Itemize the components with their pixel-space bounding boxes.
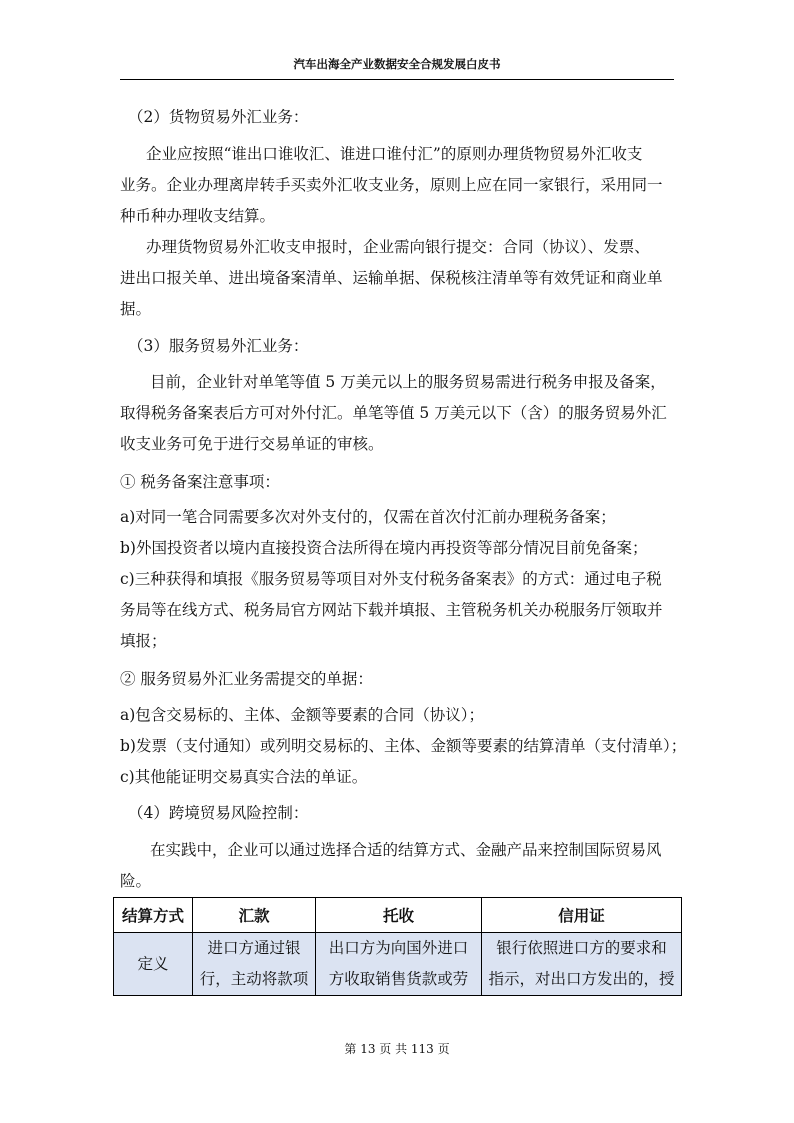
- paragraph-line: 取得税务备案表后方可对外付汇。单笔等值 5 万美元以下（含）的服务贸易外汇: [120, 404, 667, 422]
- list-item: a)包含交易标的、主体、金额等要素的合同（协议）；: [120, 706, 485, 724]
- paragraph-line: 办理货物贸易外汇收支申报时，企业需向银行提交：合同（协议）、发票、: [146, 238, 650, 256]
- header-divider: [120, 79, 674, 80]
- paragraph-line: 进出口报关单、进出境备案清单、运输单据、保税核注清单等有效凭证和商业单: [120, 269, 663, 287]
- list-heading: ① 税务备案注意事项：: [120, 473, 280, 491]
- page-number: 第 13 页 共 113 页: [344, 1042, 450, 1056]
- table-cell: [193, 933, 316, 996]
- table-header-cell: 汇款: [193, 898, 316, 933]
- paragraph-line: 收支业务可免于进行交易单证的审核。: [120, 435, 384, 453]
- list-item: 填报；: [120, 632, 167, 650]
- table-cell: [482, 933, 682, 996]
- table-header-row: [114, 898, 682, 933]
- list-item: b)外国投资者以境内直接投资合法所得在境内再投资等部分情况目前免备案；: [120, 539, 648, 557]
- table-row-label: 定义: [114, 933, 193, 996]
- list-item: b)发票（支付通知）或列明交易标的、主体、金额等要素的结算清单（支付清单）；: [120, 737, 687, 755]
- subheading-services-trade: （3）服务贸易外汇业务：: [128, 337, 309, 355]
- subheading-goods-trade: （2）货物贸易外汇业务：: [128, 108, 309, 126]
- cell-line: 进口方通过银: [207, 939, 301, 957]
- cell-line: 指示，对出口方发出的，授: [488, 970, 675, 988]
- cell-line: 行，主动将款项: [199, 970, 309, 988]
- table-cell: [316, 933, 482, 996]
- table-row: [114, 933, 682, 996]
- paragraph-line: 业务。企业办理离岸转手买卖外汇收支业务，原则上应在同一家银行，采用同一: [120, 176, 663, 194]
- list-item: a)对同一笔合同需要多次对外支付的，仅需在首次付汇前办理税务备案；: [120, 508, 616, 526]
- list-item: c)其他能证明交易真实合法的单证。: [120, 768, 368, 786]
- table-header-cell: 信用证: [482, 898, 682, 933]
- table-header-cell: 结算方式: [114, 898, 193, 933]
- paragraph-line: 目前，企业针对单笔等值 5 万美元以上的服务贸易需进行税务申报及备案，: [150, 373, 666, 391]
- settlement-methods-table: [113, 897, 682, 996]
- cell-line: 方收取销售货款或劳: [328, 970, 469, 988]
- list-item: 务局等在线方式、税务局官方网站下载并填报、主管税务机关办税服务厅领取并: [120, 601, 663, 619]
- paragraph-line: 险。: [120, 872, 152, 890]
- paragraph-line: 在实践中，企业可以通过选择合适的结算方式、金融产品来控制国际贸易风: [150, 841, 662, 859]
- cell-line: 出口方为向国外进口: [328, 939, 469, 957]
- paragraph-line: 据。: [120, 300, 152, 318]
- page-header-title: 汽车出海全产业数据安全合规发展白皮书: [293, 57, 501, 71]
- subheading-risk-control: （4）跨境贸易风险控制：: [128, 804, 309, 822]
- paragraph-line: 企业应按照“谁出口谁收汇、谁进口谁付汇”的原则办理货物贸易外汇收支: [146, 145, 643, 163]
- list-item: c)三种获得和填报《服务贸易等项目对外支付税务备案表》的方式：通过电子税: [120, 570, 662, 588]
- table-header-cell: 托收: [316, 898, 482, 933]
- cell-line: 银行依照进口方的要求和: [496, 939, 667, 957]
- list-heading: ② 服务贸易外汇业务需提交的单据：: [120, 670, 373, 688]
- paragraph-line: 种币种办理收支结算。: [120, 207, 276, 225]
